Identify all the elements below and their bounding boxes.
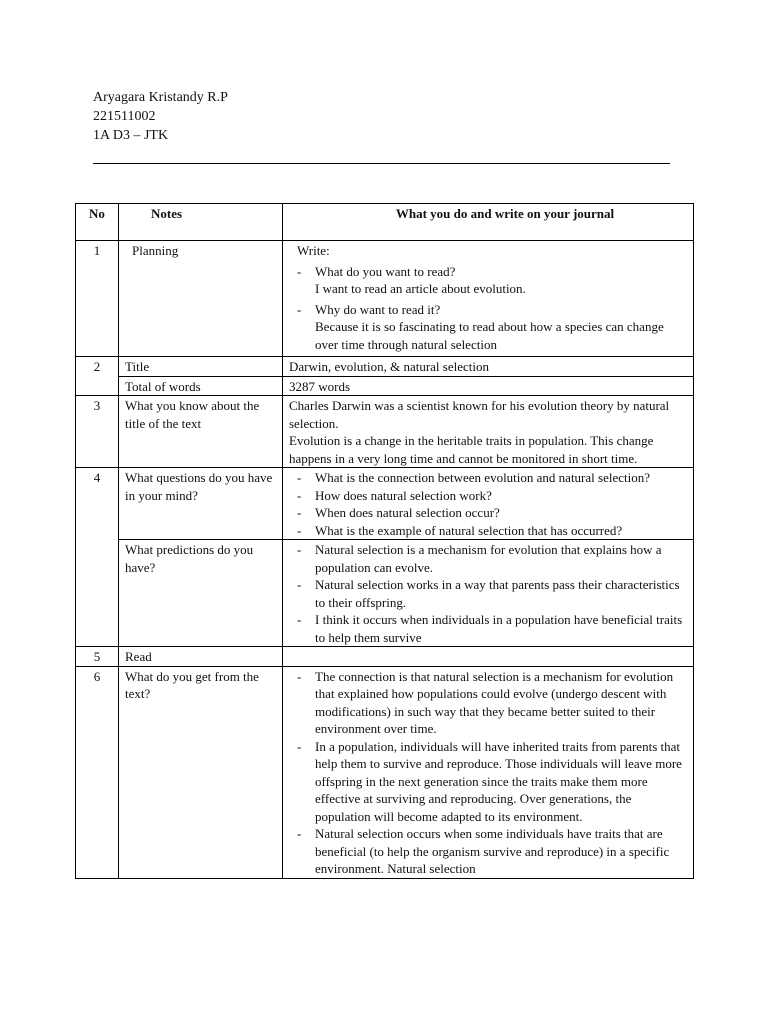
questions-list xyxy=(289,469,687,539)
row-content xyxy=(283,468,694,540)
row-notes: What questions do you have in your mind? xyxy=(119,468,283,540)
planning-list-2 xyxy=(289,301,687,319)
row-notes: What predictions do you have? xyxy=(119,540,283,647)
list-item: - What is the example of natural selection that has occurred? xyxy=(289,522,687,540)
list-item: - How does natural selection work? xyxy=(289,487,687,505)
row-notes: Planning xyxy=(119,241,283,357)
row-number: 3 xyxy=(76,396,119,468)
row-content: 3287 words xyxy=(283,376,694,396)
row-content xyxy=(283,540,694,647)
list-item: - Why do want to read it? xyxy=(289,301,687,319)
list-item: - In a population, individuals will have inherited traits from parents that help them to survive and reproduce. Those individuals will leave more offspring in the next generation since the traits make them more effective at surviving and reproducing. Over generations, the population will become adapted to its environment. xyxy=(289,738,687,826)
student-name: Aryagara Kristandy R.P xyxy=(93,90,228,105)
horizontal-rule xyxy=(93,163,670,164)
header-what: What you do and write on your journal xyxy=(283,204,694,241)
list-item: - Natural selection works in a way that parents pass their characteristics to their offspring. xyxy=(289,576,687,611)
list-item: - What do you want to read? xyxy=(289,263,687,281)
table-row xyxy=(76,357,694,377)
row-notes: What you know about the title of the text xyxy=(119,396,283,468)
list-item: - Natural selection occurs when some individuals have traits that are beneficial (to help the organism survive and reproduce) in a specific environment. Natural selection xyxy=(289,825,687,878)
table-row xyxy=(76,376,694,396)
list-item: - What is the connection between evolution and natural selection? xyxy=(289,469,687,487)
list-item: - The connection is that natural selection is a mechanism for evolution that explained how populations could evolve (undergo descent with modifications) in such way that they became better suited to their environment over time. xyxy=(289,668,687,738)
table-row xyxy=(76,468,694,540)
header-no: No xyxy=(76,204,119,241)
planning-list xyxy=(289,263,687,281)
answer-text: Because it is so fascinating to read about how a species can change over time through natural selection xyxy=(315,319,664,352)
list-item: - I think it occurs when individuals in a population have beneficial traits to help them survive xyxy=(289,611,687,646)
answer-text: I want to read an article about evolution. xyxy=(315,281,526,296)
row-content xyxy=(283,241,694,357)
row-notes: Total of words xyxy=(119,376,283,396)
table-row xyxy=(76,666,694,878)
paragraph: Evolution is a change in the heritable traits in population. This change happens in a very long time and cannot be monitored in short time. xyxy=(289,433,654,466)
row-notes: Read xyxy=(119,647,283,667)
row-content xyxy=(283,396,694,468)
row-number: 6 xyxy=(76,666,119,878)
class-label: 1A D3 – JTK xyxy=(93,128,169,143)
list-item: - When does natural selection occur? xyxy=(289,504,687,522)
table-header-row xyxy=(76,204,694,241)
write-label: Write: xyxy=(297,243,330,258)
row-number: 1 xyxy=(76,241,119,357)
row-content xyxy=(283,647,694,667)
row-content xyxy=(283,666,694,878)
row-number: 4 xyxy=(76,468,119,647)
row-notes: What do you get from the text? xyxy=(119,666,283,878)
table-row xyxy=(76,241,694,357)
row-number: 5 xyxy=(76,647,119,667)
header-notes: Notes xyxy=(119,204,283,241)
paragraph: Charles Darwin was a scientist known for his evolution theory by natural selection. xyxy=(289,398,670,431)
row-content: Darwin, evolution, & natural selection xyxy=(283,357,694,377)
row-number: 2 xyxy=(76,357,119,396)
row-notes: Title xyxy=(119,357,283,377)
table-row xyxy=(76,647,694,667)
predictions-list xyxy=(289,541,687,646)
findings-list xyxy=(289,668,687,878)
table-row xyxy=(76,540,694,647)
document-header xyxy=(93,89,228,146)
journal-table xyxy=(75,203,694,879)
list-item: - Natural selection is a mechanism for evolution that explains how a population can evolve. xyxy=(289,541,687,576)
table-row xyxy=(76,396,694,468)
student-id: 221511002 xyxy=(93,109,156,124)
